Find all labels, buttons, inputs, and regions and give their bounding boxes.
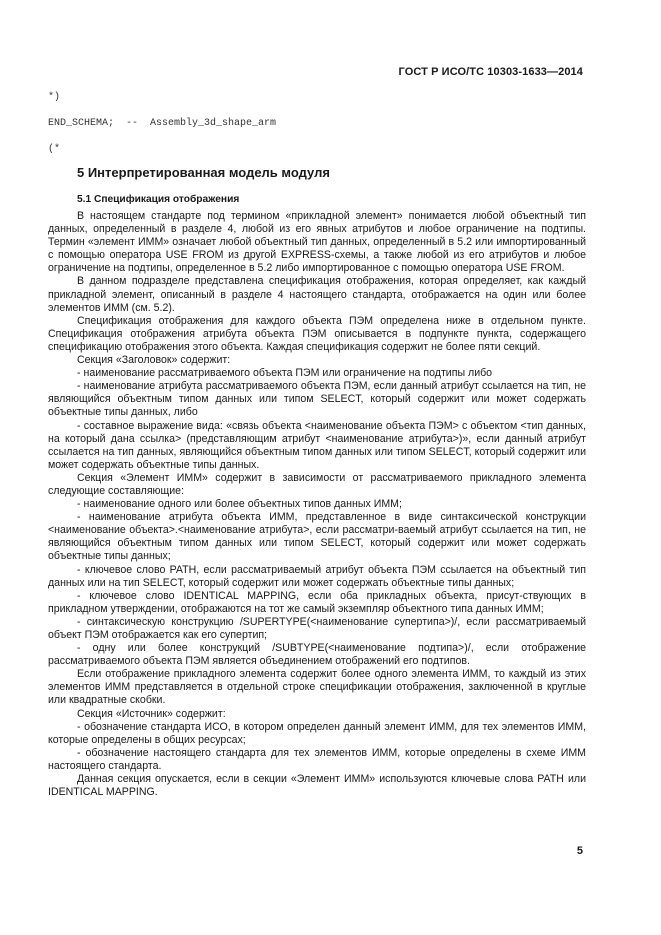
standard-header: ГОСТ Р ИСО/ТС 10303-1633—2014 [398, 66, 583, 78]
subsection-title: 5.1 Спецификация отображения [77, 194, 240, 205]
paragraph: В настоящем стандарте под термином «прикладной элемент» понимается любой объектный тип данных, определенный в разделе 4, любой из его явных атрибутов и любое ограничение на подтипы. Термин «элемент ИММ» означает любой объектный тип данных, определенный в 5.2 или импортированный с помощью оператора USE FROM из другой EXPRESS-схемы, а также любой из его атрибутов и любое ограничение на подтипы, определенное в 5.2 либо импортированное с помощью оператора USE FROM. [48, 210, 586, 275]
list-item: - наименование атрибута рассматриваемого объекта ПЭМ, если данный атрибут ссылается на тип, не являющийся объектным типом данных или типом SELECT, который содержит или может содержать объектные типы данных, либо [48, 380, 586, 419]
paragraph: Секция «Заголовок» содержит: [77, 354, 231, 367]
list-item: - составное выражение вида: «связь объекта <наименование объекта ПЭМ> с объектом <тип данных, на который дана ссылка> (представляющим атрибут <наименование атрибута>)», если данный атрибут ссылается на тип данных, являющийся объектным типом данных или типом SELECT, который содержит или может содержать объектные типы данных. [48, 419, 586, 471]
section-title: 5 Интерпретированная модель модуля [77, 165, 330, 180]
paragraph: Секция «Элемент ИММ» содержит в зависимости от рассматриваемого прикладного элемента следующие составляющие: [48, 471, 586, 497]
paragraph: В данном подразделе представлена спецификация отображения, которая определяет, как каждый прикладной элемент, описанный в разделе 4 настоящего стандарта, отображается на один или более элементов ИММ (см. 5.2). [48, 275, 586, 314]
code-comment-open: (* [48, 144, 61, 155]
body-text [48, 210, 586, 799]
list-item: - наименование атрибута объекта ИММ, представленное в виде синтаксической конструкции <наименование объекта>.<наименование атрибута>, если рассматри-ваемый атрибут ссылается на тип, не являющийся объектным типом данных или типом SELECT, который содержит или может содержать объектные типы данных; [48, 511, 586, 563]
list-item: - наименование одного или более объектных типов данных ИММ; [77, 498, 402, 511]
paragraph: Данная секция опускается, если в секции «Элемент ИММ» используются ключевые слова PATH или IDENTICAL MAPPING. [48, 773, 586, 799]
page-number: 5 [576, 845, 583, 857]
paragraph: Секция «Источник» содержит: [77, 707, 226, 720]
paragraph: Спецификация отображения для каждого объекта ПЭМ определена ниже в отдельном пункте. Спецификация отображения атрибута объекта ПЭМ описывается в подпункте пункта, содержащего спецификацию отображения этого объекта. Каждая спецификация содержит не более пяти секций. [48, 314, 586, 353]
list-item: - синтаксическую конструкцию /SUPERTYPE(<наименование супертипа>)/, если рассматриваемый объект ПЭМ отображается как его супертип; [48, 615, 586, 641]
list-item: - ключевое слово IDENTICAL MAPPING, если оба прикладных объекта, присут-ствующих в прикладном утверждении, отображаются на тот же самый экземпляр объектного типа данных ИММ; [48, 589, 586, 615]
code-comment-close: *) [48, 92, 61, 103]
code-end-schema: END_SCHEMA; -- Assembly_3d_shape_arm [48, 118, 277, 129]
list-item: - обозначение настоящего стандарта для тех элементов ИММ, которые определены в схеме ИММ настоящего стандарта. [48, 746, 586, 772]
list-item: - одну или более конструкций /SUBTYPE(<наименование подтипа>)/, если отображение рассматриваемого объекта ПЭМ является объединением отображений его подтипов. [48, 642, 586, 668]
list-item: - ключевое слово PATH, если рассматриваемый атрибут объекта ПЭМ ссылается на объектный тип данных или на тип SELECT, который содержит или может содержать объектные типы данных; [48, 563, 586, 589]
list-item: - наименование рассматриваемого объекта ПЭМ или ограничение на подтипы либо [77, 367, 493, 380]
paragraph: Если отображение прикладного элемента содержит более одного элемента ИММ, то каждый из этих элементов ИММ представляется в отдельной строке спецификации отображения, заключенной в круглые или квадратные скобки. [48, 668, 586, 707]
list-item: - обозначение стандарта ИСО, в котором определен данный элемент ИММ, для тех элементов ИММ, которые определены в общих ресурсах; [48, 720, 586, 746]
